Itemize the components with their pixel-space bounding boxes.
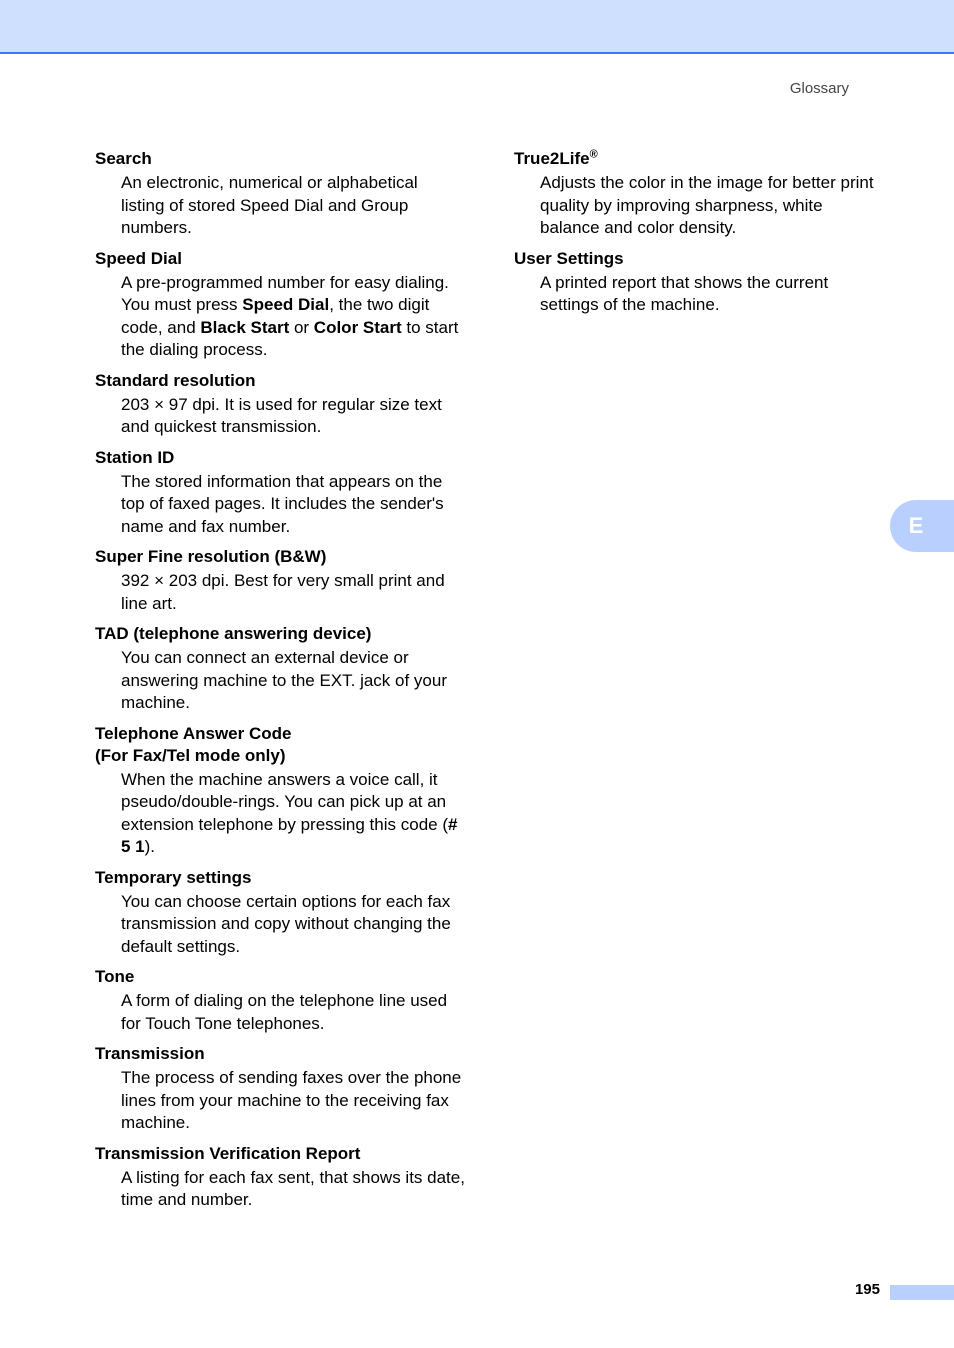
term: Station ID [95, 447, 175, 467]
term: Telephone Answer Code [95, 723, 292, 743]
definition [121, 272, 465, 362]
definition: Adjusts the color in the image for better print quality by improving sharpness, white balance and color density. [540, 173, 874, 237]
definition: An electronic, numerical or alphabetical listing of stored Speed Dial and Group numbers. [121, 173, 418, 237]
glossary-entry [95, 148, 465, 240]
definition: The process of sending faxes over the phone lines from your machine to the receiving fax machine. [121, 1068, 462, 1132]
definition [121, 769, 465, 859]
definition-part: A pre-programmed number for easy dialing. You must press [121, 272, 449, 314]
term: Speed Dial [95, 248, 182, 268]
glossary-entry [95, 1043, 465, 1135]
definition-part: to start the dialing process. [121, 317, 459, 359]
definition: A printed report that shows the current settings of the machine. [540, 272, 829, 314]
term: Standard resolution [95, 370, 256, 390]
definition: A listing for each fax sent, that shows its date, time and number. [121, 1167, 465, 1209]
definition: You can connect an external device or answering machine to the EXT. jack of your machine. [121, 648, 447, 712]
glossary-entry [95, 867, 465, 959]
definition-bold-part: Black Start [200, 317, 290, 337]
glossary-entry [514, 248, 874, 317]
running-title: Glossary [789, 80, 849, 97]
definition-part: , the two digit code, and [121, 295, 430, 337]
definition-part: ). [144, 837, 156, 856]
term: Search [95, 149, 152, 168]
registered-mark: ® [589, 148, 598, 161]
definition-bold-part: # 5 1 [121, 814, 458, 856]
page-number: 195 [854, 1281, 880, 1298]
term: Transmission Verification Report [95, 1143, 361, 1163]
definition-part: or [289, 317, 314, 337]
definition: 392 × 203 dpi. Best for very small print and line art. [121, 571, 445, 613]
glossary-entry [95, 248, 465, 362]
term: User Settings [514, 248, 624, 268]
glossary-entry [95, 966, 465, 1035]
term: Tone [95, 967, 135, 986]
glossary-entry [95, 546, 465, 615]
glossary-entry [95, 447, 465, 539]
header-band [0, 0, 954, 54]
glossary-entry [95, 623, 465, 715]
chapter-tab: E [890, 500, 954, 552]
definition: 203 × 97 dpi. It is used for regular size text and quickest transmission. [121, 394, 442, 436]
term: TAD (telephone answering device) [95, 624, 372, 643]
definition-bold-part: Speed Dial [242, 295, 330, 314]
glossary-entry [95, 1143, 465, 1212]
term-text: True2Life [514, 149, 590, 168]
term: Super Fine resolution (B&W) [95, 547, 327, 566]
definition-bold-part: Color Start [313, 317, 402, 337]
definition: You can choose certain options for each fax transmission and copy without changing the default settings. [121, 891, 451, 956]
definition: The stored information that appears on the top of faxed pages. It includes the sender's name and fax number. [121, 471, 444, 536]
page-number-bar [890, 1285, 954, 1300]
term-line-2: (For Fax/Tel mode only) [95, 745, 286, 765]
glossary-left-column [95, 148, 465, 1220]
definition-part: When the machine answers a voice call, it pseudo/double-rings. You can pick up at an extension telephone by pressing this code ( [121, 769, 448, 834]
definition: A form of dialing on the telephone line used for Touch Tone telephones. [121, 991, 448, 1033]
term: Transmission [95, 1044, 205, 1063]
term [514, 148, 874, 170]
glossary-entry [95, 723, 465, 859]
glossary-entry [514, 148, 874, 240]
glossary-right-column [514, 148, 874, 325]
glossary-entry [95, 370, 465, 439]
term: Temporary settings [95, 867, 252, 887]
